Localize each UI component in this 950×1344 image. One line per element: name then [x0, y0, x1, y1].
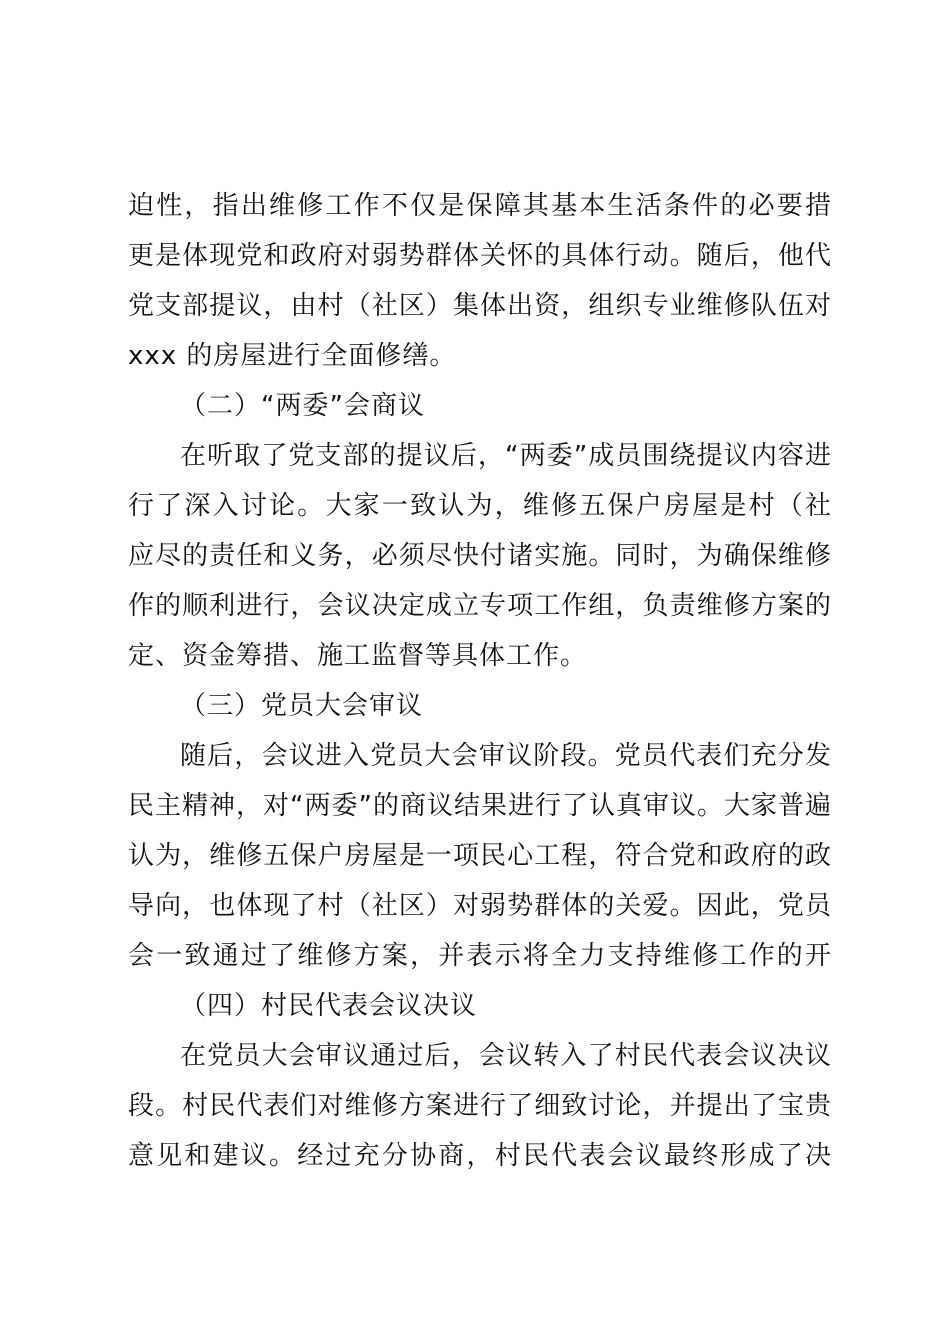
text-line: 民主精神，对“两委”的商议结果进行了认真审议。大家普遍 — [128, 791, 832, 821]
text-line: 党支部提议，由村（社区）集体出资，组织专业维修队伍对 — [128, 291, 832, 321]
paragraph-four — [128, 1031, 832, 1181]
heading-text: （三）党员大会审议 — [180, 691, 424, 721]
heading-text: （二）“两委”会商议 — [180, 391, 425, 421]
text-line: 行了深入讨论。大家一致认为，维修五保户房屋是村（社 — [128, 491, 832, 521]
text-line: 认为，维修五保户房屋是一项民心工程，符合党和政府的政 — [128, 841, 832, 871]
paragraph-three — [128, 731, 832, 981]
document-body — [128, 181, 832, 1181]
text-line: 会一致通过了维修方案，并表示将全力支持维修工作的开 — [128, 941, 832, 971]
text-line: 在党员大会审议通过后，会议转入了村民代表会议决议 — [180, 1041, 832, 1071]
text-line: 作的顺利进行，会议决定成立专项工作组，负责维修方案的 — [128, 591, 832, 621]
text-line: 意见和建议。经过充分协商，村民代表会议最终形成了决 — [128, 1141, 832, 1171]
text-line: 迫性，指出维修工作不仅是保障其基本生活条件的必要措 — [128, 191, 832, 221]
text-line: 应尽的责任和义务，必须尽快付诸实施。同时，为确保维修 — [128, 541, 832, 571]
text-line: 在听取了党支部的提议后，“两委”成员围绕提议内容进 — [180, 441, 832, 471]
text-line: 段。村民代表们对维修方案进行了细致讨论，并提出了宝贵 — [128, 1091, 832, 1121]
section-heading-three — [128, 681, 832, 731]
text-line: 定、资金筹措、施工监督等具体工作。 — [128, 641, 588, 671]
text-line: xxx 的房屋进行全面修缮。 — [128, 341, 457, 371]
paragraph-two — [128, 431, 832, 681]
section-heading-two — [128, 381, 832, 431]
text-line: 更是体现党和政府对弱势群体关怀的具体行动。随后，他代 — [128, 241, 832, 271]
section-heading-four — [128, 981, 832, 1031]
paragraph-intro-continued — [128, 181, 832, 381]
text-line: 随后，会议进入党员大会审议阶段。党员代表们充分发 — [180, 741, 832, 771]
text-line: 导向，也体现了村（社区）对弱势群体的关爱。因此，党员 — [128, 891, 832, 921]
heading-text: （四）村民代表会议决议 — [180, 991, 478, 1021]
